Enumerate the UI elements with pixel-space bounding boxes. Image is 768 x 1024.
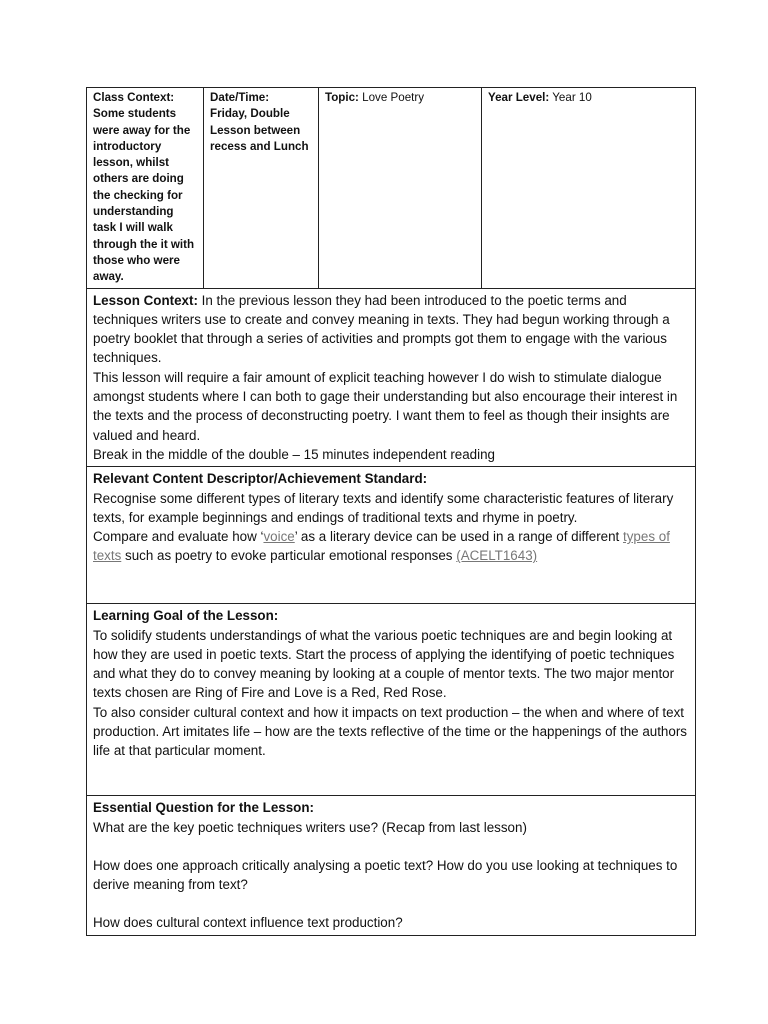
year-level-value: Year 10 — [552, 91, 592, 104]
lesson-context-label: Lesson Context: — [93, 292, 198, 308]
spacer — [93, 837, 689, 856]
p2-text-a: Compare and evaluate how ‘ — [93, 529, 264, 545]
types-of-texts-link[interactable]: types of texts — [93, 529, 670, 564]
date-time-text: Friday, Double Lesson between recess and Lunch — [210, 107, 309, 153]
learning-goal-row — [87, 604, 696, 796]
lesson-context-cell — [87, 288, 696, 467]
class-context-text: Some students were away for the introductory lesson, whilst others are doing the checking for understanding task I will walk through the it with those who were away. — [93, 107, 195, 284]
essential-question-cell — [87, 796, 696, 935]
essential-question-row — [87, 796, 696, 935]
spacer — [93, 894, 689, 913]
content-descriptor-label: Relevant Content Descriptor/Achievement Standard: — [93, 471, 428, 487]
p2-text-b: ’ as a literary device can be used in a range of different — [294, 529, 624, 545]
class-context-label: Class Context: — [93, 91, 175, 104]
p2-text-c: such as poetry to evoke particular emotional responses — [121, 548, 457, 564]
header-row — [87, 88, 696, 289]
topic-cell — [319, 88, 482, 289]
content-descriptor-p1: Recognise some different types of literary texts and identify some characteristic features of literary texts, for example beginnings and endings of traditional texts and rhyme in poetry. — [93, 490, 674, 525]
essential-question-q3: How does cultural context influence text production? — [93, 915, 403, 931]
learning-goal-cell — [87, 604, 696, 796]
voice-link[interactable]: voice — [263, 529, 295, 545]
year-level-cell — [482, 88, 696, 289]
learning-goal-p1: To solidify students understandings of what the various poetic techniques are and begin looking at how they are used in poetic texts. Start the process of applying the identifying of poetic techniques and what they do to convey meaning by looking at a couple of mentor texts. The two major mentor texts chosen are Ring of Fire and Love is a Red, Red Rose. — [93, 627, 675, 701]
class-context-cell — [87, 88, 204, 289]
learning-goal-p2: To also consider cultural context and how it impacts on text production – the when and where of text production. Art imitates life – how are the texts reflective of the time or the happenings of the authors life at that particular moment. — [93, 704, 687, 759]
lesson-plan-table — [86, 87, 696, 936]
content-descriptor-p2 — [93, 527, 689, 566]
date-time-cell — [204, 88, 319, 289]
lesson-context-p1: In the previous lesson they had been introduced to the poetic terms and techniques writers use to create and convey meaning in texts. They had begun working through a poetry booklet that through a series of activities and prompts got them to engage with the various techniques. — [93, 292, 670, 366]
content-descriptor-row — [87, 467, 696, 604]
essential-question-q1: What are the key poetic techniques writers use? (Recap from last lesson) — [93, 819, 527, 835]
topic-label: Topic: — [325, 91, 359, 104]
content-descriptor-cell — [87, 467, 696, 604]
essential-question-label: Essential Question for the Lesson: — [93, 800, 314, 816]
lesson-context-row — [87, 288, 696, 467]
essential-question-q2: How does one approach critically analysing a poetic text? How do you use looking at techniques to derive meaning from text? — [93, 857, 678, 893]
acelt1643-link[interactable]: (ACELT1643) — [456, 548, 538, 564]
lesson-context-p3: Break in the middle of the double – 15 minutes independent reading — [93, 446, 496, 462]
learning-goal-label: Learning Goal of the Lesson: — [93, 608, 279, 624]
lesson-context-p2: This lesson will require a fair amount of explicit teaching however I do wish to stimulate dialogue amongst students where I can both to gage their understanding but also encourage their interest in the texts and the process of deconstructing poetry. I want them to feel as though their insights are valued and heard. — [93, 369, 678, 443]
topic-value: Love Poetry — [362, 91, 425, 104]
date-time-label: Date/Time: — [210, 91, 270, 104]
year-level-label: Year Level: — [488, 91, 550, 104]
